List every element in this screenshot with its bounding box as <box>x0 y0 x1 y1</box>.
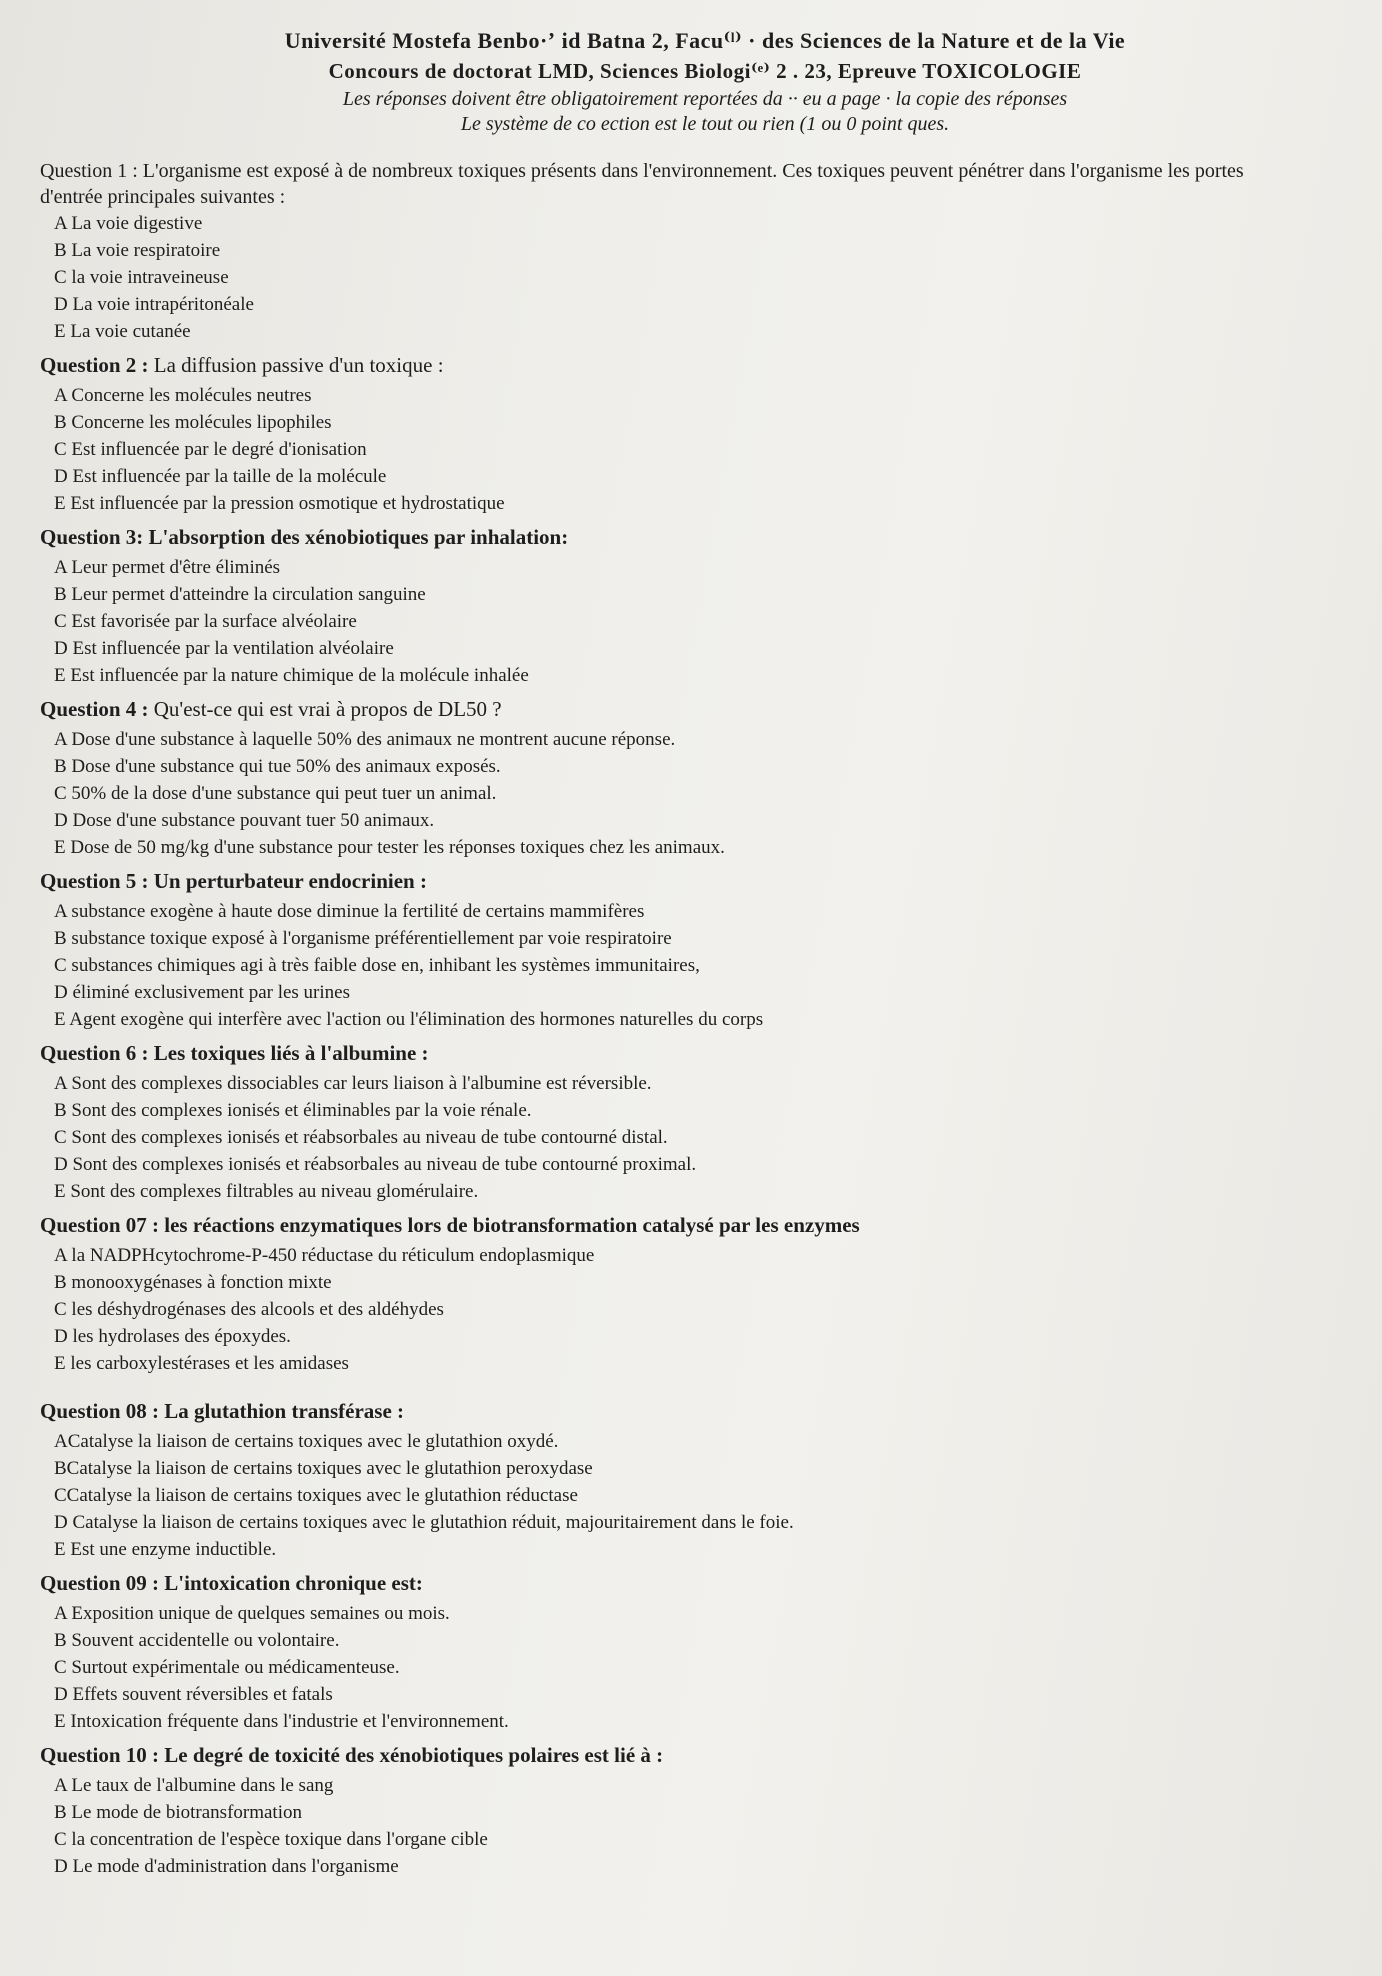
question-4-stem <box>40 697 1300 722</box>
questions-list <box>40 158 1300 1880</box>
question-text: Un perturbateur endocrinien : <box>153 869 427 893</box>
question-8 <box>40 1399 1300 1563</box>
option-b: B Concerne les molécules lipophiles <box>54 412 332 433</box>
option-a: A la NADPHcytochrome-P-450 réductase du réticulum endoplasmique <box>54 1245 595 1266</box>
option-c: CCatalyse la liaison de certains toxiques avec le glutathion réductase <box>54 1485 578 1506</box>
option-d: D Le mode d'administration dans l'organisme <box>54 1856 399 1877</box>
question-text: L'intoxication chronique est: <box>164 1571 423 1595</box>
option-d: D Dose d'une substance pouvant tuer 50 animaux. <box>54 810 435 831</box>
question-8-stem <box>40 1399 1300 1424</box>
question-3 <box>40 525 1300 689</box>
question-text: les réactions enzymatiques lors de biotransformation catalysé par les enzymes <box>164 1213 860 1237</box>
option-b: B Souvent accidentelle ou volontaire. <box>54 1630 340 1651</box>
question-label: Question 08 : <box>40 1399 160 1423</box>
question-1 <box>40 158 1300 345</box>
option-d: D Sont des complexes ionisés et réabsorbales au niveau de tube contourné proximal. <box>54 1154 697 1175</box>
exam-header <box>140 28 1270 136</box>
option-c: C 50% de la dose d'une substance qui peut tuer un animal. <box>54 783 497 804</box>
option-d: D éliminé exclusivement par les urines <box>54 982 350 1003</box>
question-10-stem <box>40 1743 1300 1768</box>
option-a: A Sont des complexes dissociables car leurs liaison à l'albumine est réversible. <box>54 1073 652 1094</box>
option-c: C substances chimiques agi à très faible dose en, inhibant les systèmes immunitaires, <box>54 955 700 976</box>
option-a: A Concerne les molécules neutres <box>54 385 312 406</box>
option-c: C Surtout expérimentale ou médicamenteuse. <box>54 1657 400 1678</box>
question-7-stem <box>40 1213 1300 1238</box>
question-text: L'absorption des xénobiotiques par inhalation: <box>148 525 569 549</box>
option-d: D Est influencée par la ventilation alvéolaire <box>54 638 394 659</box>
grading-line: Le système de co ection est le tout ou rien (1 ou 0 point ques. <box>460 113 950 135</box>
question-6-stem <box>40 1041 1300 1066</box>
option-a: A La voie digestive <box>54 213 203 234</box>
question-text: Qu'est-ce qui est vrai à propos de DL50 ? <box>153 697 502 721</box>
option-c: C la concentration de l'espèce toxique dans l'organe cible <box>54 1829 488 1850</box>
option-b: B Leur permet d'atteindre la circulation sanguine <box>54 584 426 605</box>
option-b: B Sont des complexes ionisés et éliminables par la voie rénale. <box>54 1100 532 1121</box>
question-7 <box>40 1213 1300 1377</box>
option-c: C la voie intraveineuse <box>54 267 229 288</box>
question-3-stem <box>40 525 1300 550</box>
option-b: B monooxygénases à fonction mixte <box>54 1272 332 1293</box>
question-label: Question 4 : <box>40 697 149 721</box>
option-e: E Est une enzyme inductible. <box>54 1539 277 1560</box>
question-label: Question 6 : <box>40 1041 149 1065</box>
question-4 <box>40 697 1300 861</box>
option-e: E Intoxication fréquente dans l'industrie et l'environnement. <box>54 1711 509 1732</box>
option-c: C Sont des complexes ionisés et réabsorbales au niveau de tube contourné distal. <box>54 1127 668 1148</box>
question-1-stem <box>40 158 1300 210</box>
option-b: B substance toxique exposé à l'organisme préférentiellement par voie respiratoire <box>54 928 672 949</box>
instructions-line: Les réponses doivent être obligatoirement reportées da ·· eu a page · la copie des réponses <box>342 88 1068 110</box>
option-c: C Est favorisée par la surface alvéolaire <box>54 611 357 632</box>
option-e: E les carboxylestérases et les amidases <box>54 1353 349 1374</box>
question-10 <box>40 1743 1300 1880</box>
question-6 <box>40 1041 1300 1205</box>
question-label: Question 10 : <box>40 1743 160 1767</box>
university-line: Université Mostefa Benbo·ʼ id Batna 2, Facu⁽ˡ⁾ · des Sciences de la Nature et de la Vie <box>284 28 1126 53</box>
exam-title-line: Concours de doctorat LMD, Sciences Biologi⁽ᵉ⁾ 2 . 23, Epreuve TOXICOLOGIE <box>328 59 1082 83</box>
option-a: A Exposition unique de quelques semaines ou mois. <box>54 1603 450 1624</box>
question-label: Question 09 : <box>40 1571 160 1595</box>
question-text: Les toxiques liés à l'albumine : <box>153 1041 429 1065</box>
option-d: D Catalyse la liaison de certains toxiques avec le glutathion réduit, majouritairement dans le foie. <box>54 1512 794 1533</box>
question-2 <box>40 353 1300 517</box>
option-d: D Effets souvent réversibles et fatals <box>54 1684 333 1705</box>
option-e: E Est influencée par la pression osmotique et hydrostatique <box>54 493 505 514</box>
option-b: B La voie respiratoire <box>54 240 221 261</box>
question-text: La glutathion transférase : <box>164 1399 405 1423</box>
option-a: A substance exogène à haute dose diminue la fertilité de certains mammifères <box>54 901 645 922</box>
question-9 <box>40 1571 1300 1735</box>
option-e: E Dose de 50 mg/kg d'une substance pour tester les réponses toxiques chez les animaux. <box>54 837 725 858</box>
question-9-stem <box>40 1571 1300 1596</box>
question-label: Question 07 : <box>40 1213 160 1237</box>
question-2-stem <box>40 353 1300 378</box>
option-a: A Leur permet d'être éliminés <box>54 557 281 578</box>
question-label: Question 5 : <box>40 869 149 893</box>
option-d: D les hydrolases des époxydes. <box>54 1326 291 1347</box>
option-b: BCatalyse la liaison de certains toxiques avec le glutathion peroxydase <box>54 1458 593 1479</box>
option-a: A Le taux de l'albumine dans le sang <box>54 1775 334 1796</box>
question-text: Le degré de toxicité des xénobiotiques polaires est lié à : <box>164 1743 664 1767</box>
option-a: A Dose d'une substance à laquelle 50% des animaux ne montrent aucune réponse. <box>54 729 676 750</box>
option-c: C les déshydrogénases des alcools et des aldéhydes <box>54 1299 444 1320</box>
option-e: E Est influencée par la nature chimique de la molécule inhalée <box>54 665 529 686</box>
option-a: ACatalyse la liaison de certains toxiques avec le glutathion oxydé. <box>54 1431 559 1452</box>
question-5 <box>40 869 1300 1033</box>
question-label: Question 2 : <box>40 353 149 377</box>
option-d: D Est influencée par la taille de la molécule <box>54 466 387 487</box>
option-b: B Dose d'une substance qui tue 50% des animaux exposés. <box>54 756 501 777</box>
option-e: E Agent exogène qui interfère avec l'action ou l'élimination des hormones naturelles du corps <box>54 1009 764 1030</box>
question-label: Question 1 : <box>40 160 138 182</box>
option-c: C Est influencée par le degré d'ionisation <box>54 439 367 460</box>
option-d: D La voie intrapéritonéale <box>54 294 254 315</box>
question-text: L'organisme est exposé à de nombreux toxiques présents dans l'environnement. Ces toxiques peuvent pénétrer dans l'organisme les portes d'entrée principales suivantes : <box>40 160 1244 208</box>
question-label: Question 3: <box>40 525 144 549</box>
option-e: E Sont des complexes filtrables au niveau glomérulaire. <box>54 1181 479 1202</box>
option-e: E La voie cutanée <box>54 321 191 342</box>
question-text: La diffusion passive d'un toxique : <box>153 353 444 377</box>
question-5-stem <box>40 869 1300 894</box>
option-b: B Le mode de biotransformation <box>54 1802 302 1823</box>
